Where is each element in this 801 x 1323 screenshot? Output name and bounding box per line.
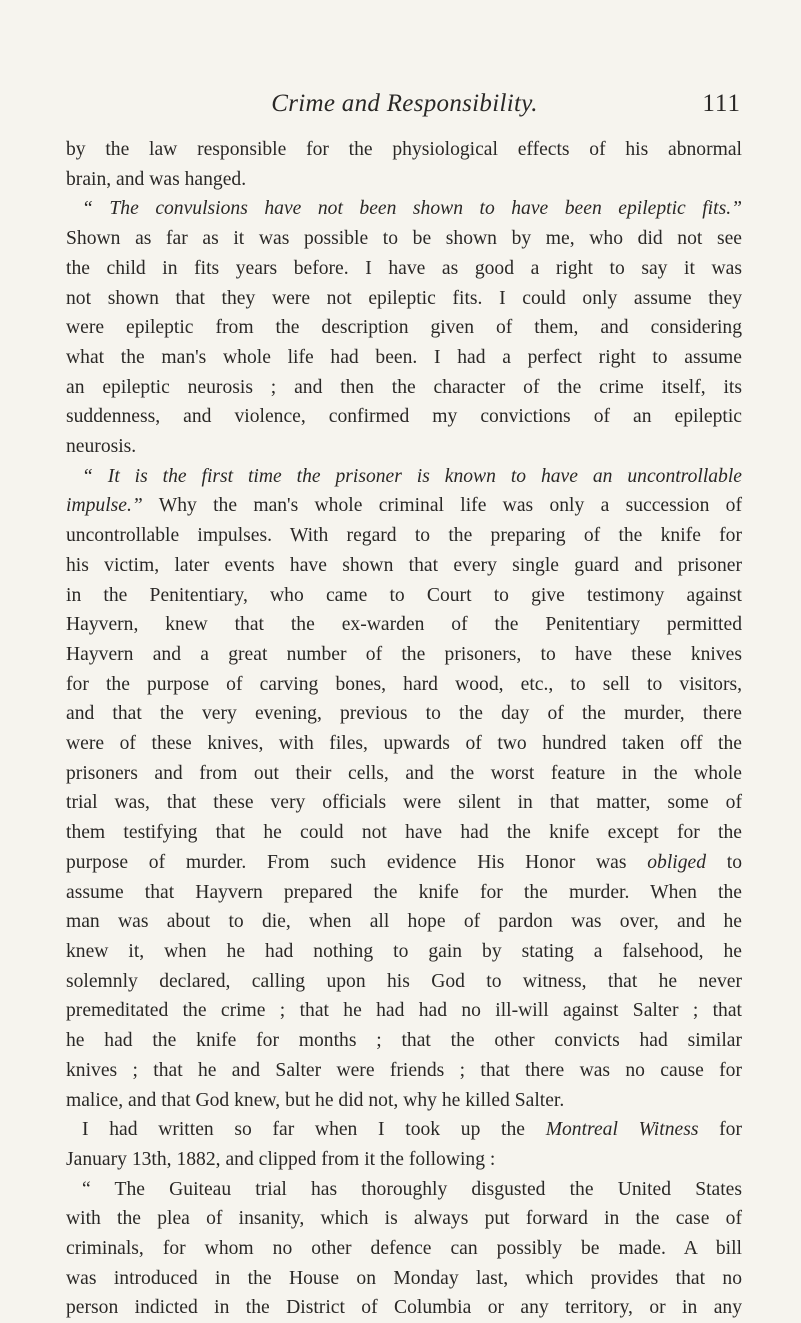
text-line: brain, and was hanged.: [66, 168, 247, 190]
text-line: uncontrollable impulses. With regard to the preparing of the knife for: [66, 525, 742, 547]
text-line: knives ; that he and Salter were friends ; that there was no cause for: [66, 1059, 742, 1081]
text-line: Hayvern and a great number of the prisoners, to have these knives: [66, 643, 742, 665]
text-line: the child in fits years before. I have as good a right to say it was: [66, 257, 742, 279]
text-line: Hayvern, knew that the ex-warden of the Penitentiary permitted: [66, 614, 742, 636]
text-line: solemnly declared, calling upon his God to witness, that he never: [66, 970, 742, 992]
text-line: by the law responsible for the physiological effects of his abnormal: [66, 139, 742, 160]
text-line: an epileptic neurosis ; and then the character of the crime itself, its: [66, 376, 742, 398]
emphasis-word: obliged: [647, 851, 706, 873]
text-line: Shown as far as it was possible to be shown by me, who did not see: [66, 228, 742, 250]
text-line: [66, 491, 742, 521]
text-line: not shown that they were not epileptic fits. I could only assume they: [66, 287, 742, 309]
text-line: January 13th, 1882, and clipped from it the following :: [66, 1148, 496, 1170]
text-fragment: I had written so far when I took up the: [82, 1119, 525, 1141]
text-line: neurosis.: [66, 436, 137, 458]
text-line: was introduced in the House on Monday last, which provides that no: [66, 1267, 742, 1289]
quoted-line: “ The convulsions have not been shown to have been epileptic fits.”: [82, 198, 742, 220]
quoted-fragment: impulse.”: [66, 495, 143, 517]
body-text: [66, 135, 742, 1323]
text-line: for the purpose of carving bones, hard wood, etc., to sell to visitors,: [66, 673, 742, 695]
text-line: trial was, that these very officials were silent in that matter, some of: [66, 792, 742, 814]
text-fragment: to: [726, 851, 742, 873]
text-line: were epileptic from the description given of them, and considering: [66, 317, 742, 339]
text-line: with the plea of insanity, which is always put forward in the case of: [66, 1208, 742, 1230]
text-line: he had the knife for months ; that the other convicts had similar: [66, 1030, 742, 1052]
text-fragment: for: [719, 1119, 742, 1141]
text-line: knew it, when he had nothing to gain by stating a falsehood, he: [66, 940, 742, 962]
text-line: person indicted in the District of Columbia or any territory, or in any: [66, 1297, 742, 1319]
running-title: Crime and Responsibility.: [271, 90, 538, 117]
text-line: his victim, later events have shown that every single guard and prisoner: [66, 554, 742, 576]
text-line: them testifying that he could not have had the knife except for the: [66, 822, 742, 844]
newspaper-title: Montreal Witness: [545, 1119, 699, 1141]
text-line: criminals, for whom no other defence can possibly be made. A bill: [66, 1238, 742, 1260]
text-line: assume that Hayvern prepared the knife for the murder. When the: [66, 881, 742, 903]
page-number: 111: [702, 90, 741, 117]
text-line: man was about to die, when all hope of pardon was over, and he: [66, 911, 742, 933]
text-line: [66, 1115, 742, 1145]
text-line: what the man's whole life had been. I had a perfect right to assume: [66, 346, 742, 368]
text-line: [66, 848, 742, 878]
text-fragment: Why the man's whole criminal life was only a succession of: [158, 495, 742, 517]
text-line: and that the very evening, previous to the day of the murder, there: [66, 703, 742, 725]
quoted-line: “ It is the first time the prisoner is known to have an uncontrollable: [82, 465, 742, 487]
text-line: premeditated the crime ; that he had had no ill-will against Salter ; that: [66, 1000, 742, 1022]
text-line: malice, and that God knew, but he did not, why he killed Salter.: [66, 1089, 565, 1111]
text-line: in the Penitentiary, who came to Court to give testimony against: [66, 584, 742, 606]
text-line: were of these knives, with files, upwards of two hundred taken off the: [66, 733, 742, 755]
page-header: [68, 90, 741, 124]
quoted-line: “ The Guiteau trial has thoroughly disgusted the United States: [82, 1178, 742, 1200]
text-line: prisoners and from out their cells, and the worst feature in the whole: [66, 762, 742, 784]
text-fragment: purpose of murder. From such evidence His Honor was: [66, 851, 627, 873]
text-line: suddenness, and violence, confirmed my convictions of an epileptic: [66, 406, 742, 428]
